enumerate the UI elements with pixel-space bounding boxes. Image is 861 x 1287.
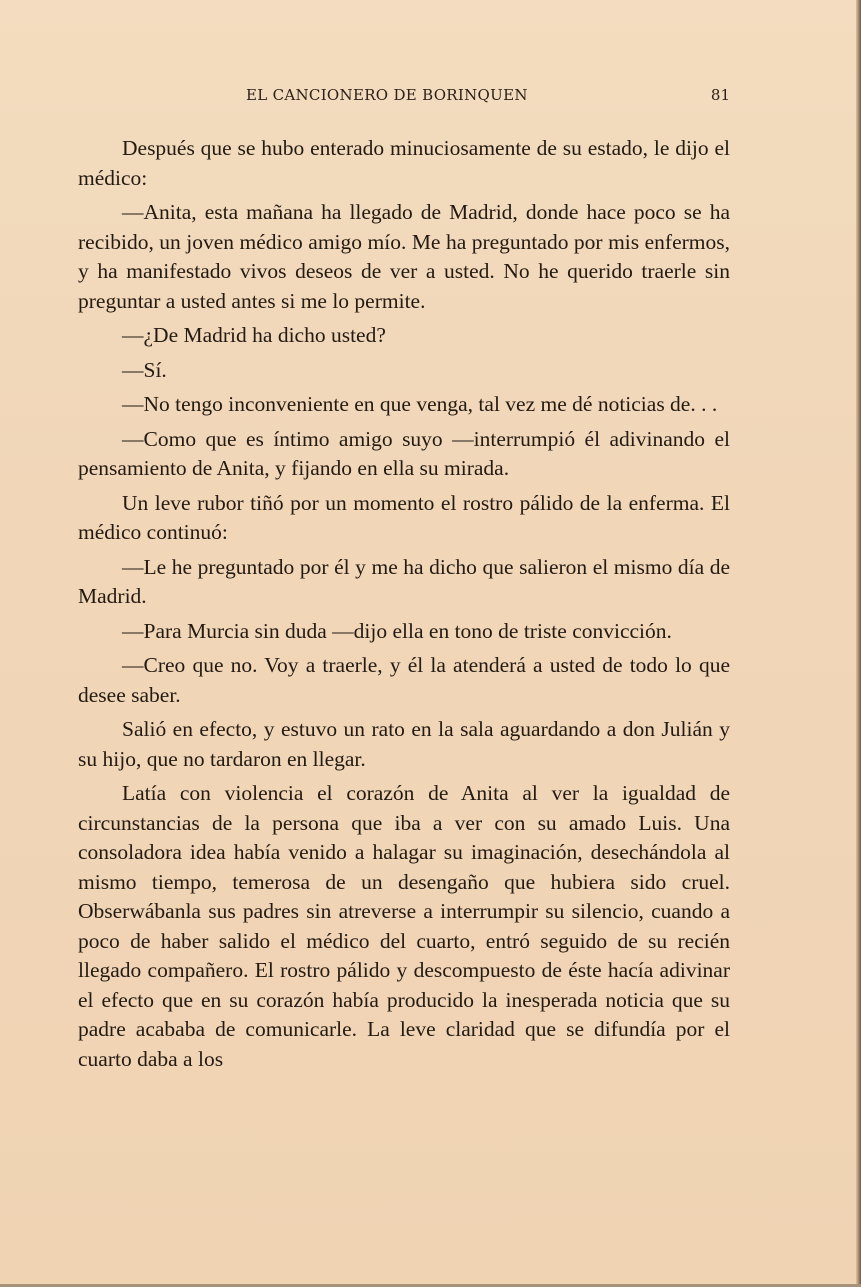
paragraph: —¿De Madrid ha dicho usted?: [122, 323, 386, 347]
running-title: EL CANCIONERO DE BORINQUEN: [246, 86, 528, 104]
paragraph: —No tengo inconveniente en que venga, tal vez me dé noticias de. . .: [122, 392, 718, 416]
page-edge-shadow: [856, 0, 861, 1287]
page-number: 81: [710, 86, 730, 104]
paragraph: —Sí.: [122, 357, 167, 382]
paragraph: Después que se hubo enterado minuciosamente de su estado, le dijo el médico:: [78, 136, 730, 190]
paragraph: —Para Murcia sin duda —dijo ella en tono de triste convicción.: [122, 618, 672, 643]
paragraph: —Le he preguntado por él y me ha dicho que salieron el mismo día de Madrid.: [78, 554, 730, 608]
paragraph: Latía con violencia el corazón de Anita al ver la igualdad de circunstancias de la persona que iba a ver con su amado Luis. Una consoladora idea había venido a halagar su imaginación, desechándola al mismo tiempo, temerosa de un desengaño que hubiera sido cruel. Obserwábanla sus padres sin atreverse a interrumpir su silencio, cuando a poco de haber salido el médico del cuarto, entró seguido de su recién llegado compañero. El rostro pálido y descompuesto de éste hacía adivinar el efecto que en su corazón había producido la inesperada noticia que su padre acababa de comunicarle. La leve claridad que se difundía por el cuarto daba a los: [78, 781, 730, 1071]
body-text: [78, 134, 730, 1079]
paragraph: —Anita, esta mañana ha llegado de Madrid, donde hace poco se ha recibido, un joven médico amigo mío. Me ha preguntado por mis enfermos, y ha manifestado vivos deseos de ver a usted. No he querido traerle sin preguntar a usted antes si me lo permite.: [78, 200, 730, 313]
paragraph: —Creo que no. Voy a traerle, y él la atenderá a usted de todo lo que desee saber.: [78, 653, 730, 707]
running-head: [78, 86, 730, 110]
paragraph: Un leve rubor tiñó por un momento el rostro pálido de la enferma. El médico continuó:: [78, 490, 730, 544]
paragraph: —Como que es íntimo amigo suyo —interrumpió él adivinando el pensamiento de Anita, y fijando en ella su mirada.: [78, 426, 730, 480]
paragraph: Salió en efecto, y estuvo un rato en la sala aguardando a don Julián y su hijo, que no tardaron en llegar.: [78, 717, 730, 771]
